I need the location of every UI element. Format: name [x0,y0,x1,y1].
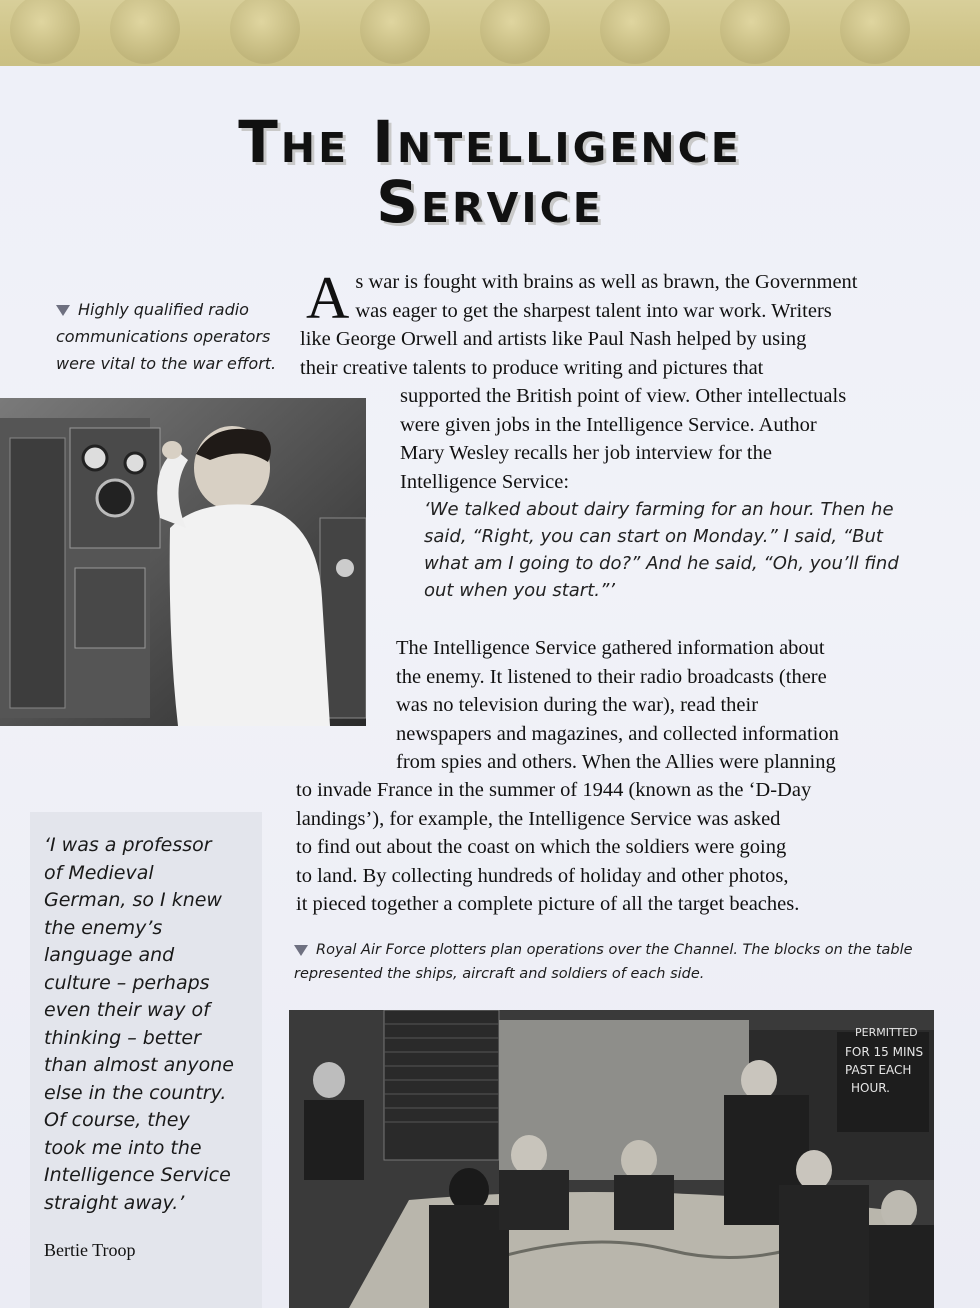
page-title-line2: Service [376,168,604,236]
caption-line: Highly qualified radio [78,300,249,319]
wesley-quote [424,496,944,604]
quote-author: Bertie Troop [44,1240,136,1260]
text-line: Intelligence Service: [400,470,570,493]
quote-line: ‘We talked about dairy farming for an hour. Then he [424,499,894,520]
board-text: FOR 15 MINS [845,1045,924,1059]
page-title-line1: The Intelligence [238,108,742,176]
quote-line: the enemy’s [44,916,163,939]
quote-line: Of course, they [44,1109,190,1131]
text-line: supported the British point of view. Other intellectuals [400,385,847,407]
raf-caption [294,938,944,986]
text-line: was eager to get the sharpest talent into war work. Writers [355,299,832,322]
article-body-continued [400,382,960,496]
article-body [300,265,946,382]
sidebar-quote [44,832,264,1217]
drop-cap: A [306,265,350,331]
text-line: to land. By collecting hundreds of holiday and other photos, [296,864,789,887]
quote-line: what am I going to do?” And he said, “Oh, you’ll find [424,553,899,574]
quote-line: culture – perhaps [44,971,210,994]
text-line: from spies and others. When the Allies were planning [396,751,836,773]
quote-line: ‘I was a professor [44,834,212,856]
quote-line: said, “Right, you can start on Monday.” I said, “But [424,526,883,547]
text-line: were given jobs in the Intelligence Service. Author [400,413,817,436]
caption-line: represented the ships, aircraft and soldiers of each side. [294,966,705,982]
board-text: PAST EACH [845,1063,912,1077]
text-line: to find out about the coast on which the soldiers were going [296,836,787,858]
quote-line: thinking – better [44,1026,201,1049]
board-text: HOUR. [851,1081,890,1095]
text-line: like George Orwell and artists like Paul Nash helped by using [300,328,807,350]
caption-line: Royal Air Force plotters plan operations over the Channel. The blocks on the table [316,942,913,958]
article-para2-continued [296,776,956,919]
text-line: The Intelligence Service gathered information about [396,637,825,659]
caption-line: communications operators [56,327,271,346]
article-para2 [396,634,956,777]
text-line: newspapers and magazines, and collected information [396,722,839,745]
quote-line: took me into the [44,1136,202,1159]
text-line: the enemy. It listened to their radio broadcasts (there [396,665,827,688]
text-line: to invade France in the summer of 1944 (known as the ‘D-Day [296,779,812,801]
text-line: their creative talents to produce writing and pictures that [300,356,764,379]
text-line: s war is fought with brains as well as brawn, the Government [355,271,858,293]
board-text: PERMITTED [855,1026,918,1039]
caption-marker-icon [56,305,70,316]
quote-line: than almost anyone [44,1054,234,1076]
text-line: it pieced together a complete picture of all the target beaches. [296,893,800,915]
quote-line: even their way of [44,999,210,1021]
caption-line: were vital to the war effort. [56,354,277,373]
top-photo-strip [0,0,980,70]
text-line: Mary Wesley recalls her job interview for the [400,442,772,464]
quote-line: out when you start.”’ [424,580,616,601]
quote-line: of Medieval [44,861,154,884]
quote-line: straight away.’ [44,1191,185,1214]
quote-line: language and [44,944,175,966]
radio-operator-photo [0,398,366,726]
quote-line: German, so I knew [44,889,222,911]
raf-plotters-photo [289,1010,934,1308]
text-line: landings’), for example, the Intelligence Service was asked [296,807,781,830]
quote-line: Intelligence Service [44,1164,231,1186]
caption-marker-icon [294,945,308,956]
radio-caption [56,296,276,377]
quote-line: else in the country. [44,1081,227,1104]
text-line: was no television during the war), read their [396,694,759,716]
